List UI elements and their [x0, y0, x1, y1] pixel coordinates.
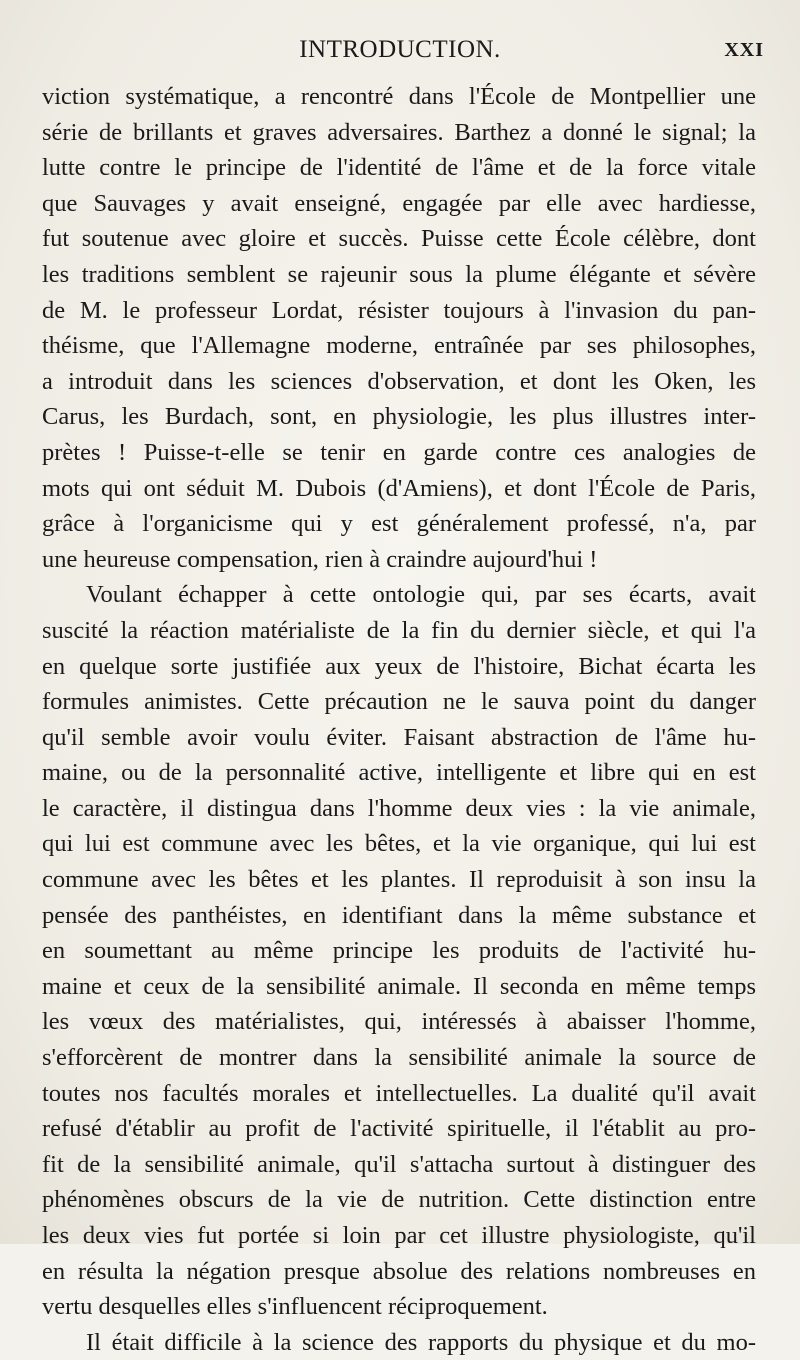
text-line: maine et ceux de la sensibilité animale. Il seconda en même temps [42, 972, 756, 1000]
text-line: fut soutenue avec gloire et succès. Puisse cette École célèbre, dont [42, 225, 756, 253]
text-line: viction systématique, a rencontré dans l'École de Montpellier une [42, 83, 756, 110]
text-line: en quelque sorte justifiée aux yeux de l'histoire, Bichat écarta les [42, 652, 756, 680]
text-line: les vœux des matérialistes, qui, intéressés à abaisser l'homme, [42, 1008, 756, 1036]
text-line: le caractère, il distingua dans l'homme deux vies : la vie animale, [42, 794, 756, 822]
text-line: refusé d'établir au profit de l'activité spirituelle, il l'établit au pro- [42, 1115, 756, 1143]
text-line: phénomènes obscurs de la vie de nutrition. Cette distinction entre [42, 1186, 756, 1214]
text-line: qu'il semble avoir voulu éviter. Faisant abstraction de l'âme hu- [42, 723, 756, 751]
text-line: formules animistes. Cette précaution ne le sauva point du danger [42, 688, 756, 716]
body-text [42, 79, 756, 1360]
text-line: que Sauvages y avait enseigné, engagée par elle avec hardiesse, [42, 189, 756, 217]
page-header [0, 36, 800, 70]
text-line: prètes ! Puisse-t-elle se tenir en garde contre ces analogies de [42, 438, 756, 466]
text-line: les deux vies fut portée si loin par cet illustre physiologiste, qu'il [42, 1222, 756, 1249]
text-line: série de brillants et graves adversaires. Barthez a donné le signal; la [42, 118, 756, 146]
page-number: XXI [724, 39, 764, 61]
text-line: théisme, que l'Allemagne moderne, entraînée par ses philosophes, [42, 332, 756, 360]
text-line: pensée des panthéistes, en identifiant dans la même substance et [42, 901, 756, 929]
text-line: maine, ou de la personnalité active, intelligente et libre qui en est [42, 759, 756, 787]
text-line: une heureuse compensation, rien à craindre aujourd'hui ! [42, 545, 598, 573]
paragraph-first-line: Voulant échapper à cette ontologie qui, par ses écarts, avait [86, 581, 756, 609]
running-title: INTRODUCTION. [299, 36, 501, 63]
text-line: mots qui ont séduit M. Dubois (d'Amiens), et dont l'École de Paris, [42, 474, 756, 502]
text-line: en résulta la négation presque absolue des relations nombreuses en [42, 1257, 756, 1285]
text-line: fit de la sensibilité animale, qu'il s'attacha surtout à distinguer des [42, 1150, 756, 1178]
text-line: commune avec les bêtes et les plantes. Il reproduisit à son insu la [42, 866, 756, 894]
paragraph-first-line: Il était difficile à la science des rapports du physique et du mo- [86, 1328, 756, 1356]
text-line: grâce à l'organicisme qui y est généralement professé, n'a, par [42, 510, 756, 538]
text-line: suscité la réaction matérialiste de la fin du dernier siècle, et qui l'a [42, 616, 756, 644]
text-line: les traditions semblent se rajeunir sous la plume élégante et sévère [42, 260, 756, 288]
text-line: toutes nos facultés morales et intellectuelles. La dualité qu'il avait [42, 1079, 756, 1107]
text-line: de M. le professeur Lordat, résister toujours à l'invasion du pan- [42, 296, 756, 324]
text-line: s'efforcèrent de montrer dans la sensibilité animale la source de [42, 1044, 756, 1072]
text-line: Carus, les Burdach, sont, en physiologie, les plus illustres inter- [42, 403, 756, 431]
text-line: lutte contre le principe de l'identité de l'âme et de la force vitale [42, 154, 756, 182]
text-line: a introduit dans les sciences d'observation, et dont les Oken, les [42, 367, 756, 395]
text-line: qui lui est commune avec les bêtes, et la vie organique, qui lui est [42, 830, 756, 858]
text-line: vertu desquelles elles s'influencent réciproquement. [42, 1293, 548, 1321]
text-line: en soumettant au même principe les produits de l'activité hu- [42, 937, 756, 965]
